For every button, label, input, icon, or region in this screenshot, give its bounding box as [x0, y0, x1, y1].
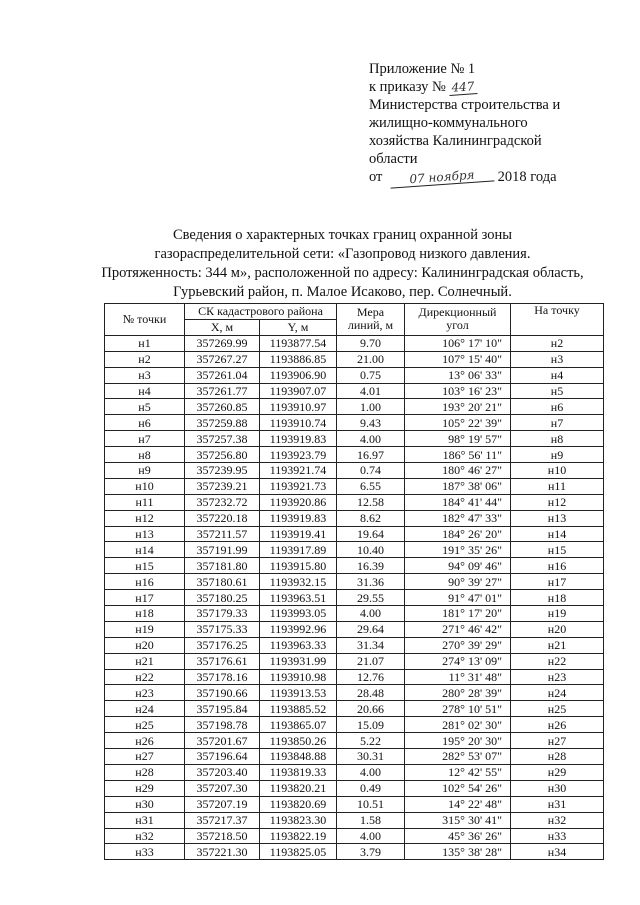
table-row [105, 844, 604, 860]
cell-point: н9 [105, 463, 185, 479]
cell-x: 357211.57 [185, 526, 260, 542]
cell-point: н17 [105, 590, 185, 606]
cell-measure: 20.66 [337, 701, 405, 717]
cell-y: 1193910.74 [260, 415, 337, 431]
cell-angle: 186° 56' 11" [405, 447, 511, 463]
cell-to-point: н7 [511, 415, 604, 431]
cell-measure: 21.00 [337, 351, 405, 367]
cell-point: н19 [105, 621, 185, 637]
table-row [105, 653, 604, 669]
title-line-4: Гурьевский район, п. Малое Исаково, пер. Солнечный. [173, 284, 512, 300]
cell-measure: 16.97 [337, 447, 405, 463]
cell-y: 1193820.69 [260, 796, 337, 812]
cell-point: н16 [105, 574, 185, 590]
cell-y: 1193963.51 [260, 590, 337, 606]
cell-y: 1193865.07 [260, 717, 337, 733]
cell-to-point: н24 [511, 685, 604, 701]
cell-y: 1193850.26 [260, 733, 337, 749]
cell-to-point: н3 [511, 351, 604, 367]
cell-to-point: н20 [511, 621, 604, 637]
cell-measure: 31.36 [337, 574, 405, 590]
cell-y: 1193919.83 [260, 431, 337, 447]
cell-x: 357232.72 [185, 494, 260, 510]
cell-x: 357201.67 [185, 733, 260, 749]
header-measure: Мера линий, м [337, 304, 405, 336]
cell-y: 1193993.05 [260, 606, 337, 622]
cell-measure: 16.39 [337, 558, 405, 574]
cell-angle: 14° 22' 48" [405, 796, 511, 812]
header-point: № точки [105, 304, 185, 336]
cell-measure: 4.00 [337, 431, 405, 447]
cell-measure: 4.00 [337, 606, 405, 622]
cell-measure: 1.00 [337, 399, 405, 415]
cell-x: 357198.78 [185, 717, 260, 733]
cell-x: 357181.80 [185, 558, 260, 574]
cell-point: н4 [105, 383, 185, 399]
cell-angle: 191° 35' 26" [405, 542, 511, 558]
coordinates-table [104, 303, 604, 860]
cell-x: 357218.50 [185, 828, 260, 844]
cell-angle: 12° 42' 55" [405, 764, 511, 780]
table-row [105, 463, 604, 479]
table-row [105, 828, 604, 844]
table-row [105, 367, 604, 383]
cell-to-point: н31 [511, 796, 604, 812]
cell-measure: 0.49 [337, 780, 405, 796]
cell-measure: 1.58 [337, 812, 405, 828]
cell-point: н8 [105, 447, 185, 463]
cell-y: 1193920.86 [260, 494, 337, 510]
title-line-1: Сведения о характерных точках границ охранной зоны [173, 227, 512, 243]
cell-measure: 4.01 [337, 383, 405, 399]
cell-measure: 9.70 [337, 335, 405, 351]
cell-angle: 90° 39' 27" [405, 574, 511, 590]
cell-point: н27 [105, 749, 185, 765]
cell-angle: 91° 47' 01" [405, 590, 511, 606]
cell-point: н23 [105, 685, 185, 701]
cell-x: 357221.30 [185, 844, 260, 860]
table-row [105, 478, 604, 494]
cell-point: н32 [105, 828, 185, 844]
cell-x: 357190.66 [185, 685, 260, 701]
cell-angle: 13° 06' 33" [405, 367, 511, 383]
cell-point: н33 [105, 844, 185, 860]
cell-angle: 278° 10' 51" [405, 701, 511, 717]
cell-point: н15 [105, 558, 185, 574]
cell-angle: 11° 31' 48" [405, 669, 511, 685]
cell-to-point: н9 [511, 447, 604, 463]
cell-y: 1193919.83 [260, 510, 337, 526]
cell-y: 1193886.85 [260, 351, 337, 367]
table-row [105, 574, 604, 590]
cell-to-point: н4 [511, 367, 604, 383]
cell-measure: 12.58 [337, 494, 405, 510]
cell-measure: 15.09 [337, 717, 405, 733]
cell-point: н22 [105, 669, 185, 685]
cell-y: 1193992.96 [260, 621, 337, 637]
cell-to-point: н2 [511, 335, 604, 351]
cell-angle: 315° 30' 41" [405, 812, 511, 828]
ministry-line-2: жилищно-коммунального [369, 115, 528, 131]
cell-to-point: н25 [511, 701, 604, 717]
order-number-handwritten: 447 [449, 79, 478, 96]
cell-y: 1193923.79 [260, 447, 337, 463]
cell-x: 357239.95 [185, 463, 260, 479]
table-row [105, 558, 604, 574]
cell-y: 1193822.19 [260, 828, 337, 844]
cell-point: н21 [105, 653, 185, 669]
cell-y: 1193907.07 [260, 383, 337, 399]
cell-measure: 28.48 [337, 685, 405, 701]
table-row [105, 733, 604, 749]
cell-measure: 29.64 [337, 621, 405, 637]
date-line [369, 168, 609, 186]
cell-point: н13 [105, 526, 185, 542]
cell-x: 357191.99 [185, 542, 260, 558]
date-handwritten: 07 ноября [390, 166, 495, 188]
cell-x: 357207.19 [185, 796, 260, 812]
cell-angle: 271° 46' 42" [405, 621, 511, 637]
cell-x: 357175.33 [185, 621, 260, 637]
table-row [105, 796, 604, 812]
cell-measure: 10.51 [337, 796, 405, 812]
cell-to-point: н13 [511, 510, 604, 526]
cell-to-point: н21 [511, 637, 604, 653]
cell-angle: 102° 54' 26" [405, 780, 511, 796]
date-suffix: 2018 года [497, 169, 557, 185]
cell-angle: 94° 09' 46" [405, 558, 511, 574]
cell-point: н20 [105, 637, 185, 653]
table-row [105, 701, 604, 717]
cell-point: н25 [105, 717, 185, 733]
cell-to-point: н12 [511, 494, 604, 510]
cell-x: 357259.88 [185, 415, 260, 431]
cell-measure: 10.40 [337, 542, 405, 558]
cell-angle: 274° 13' 09" [405, 653, 511, 669]
header-sk: СК кадастрового района [185, 304, 337, 320]
cell-y: 1193820.21 [260, 780, 337, 796]
title-line-3: Протяженность: 344 м», расположенной по адресу: Калининградская область, [101, 265, 584, 281]
cell-point: н31 [105, 812, 185, 828]
table-row [105, 637, 604, 653]
table-row [105, 542, 604, 558]
cell-angle: 107° 15' 40" [405, 351, 511, 367]
cell-point: н5 [105, 399, 185, 415]
cell-angle: 106° 17' 10" [405, 335, 511, 351]
cell-measure: 0.75 [337, 367, 405, 383]
cell-angle: 184° 41' 44" [405, 494, 511, 510]
cell-measure: 9.43 [337, 415, 405, 431]
cell-y: 1193931.99 [260, 653, 337, 669]
cell-x: 357196.64 [185, 749, 260, 765]
cell-to-point: н27 [511, 733, 604, 749]
cell-x: 357207.30 [185, 780, 260, 796]
cell-x: 357195.84 [185, 701, 260, 717]
cell-x: 357217.37 [185, 812, 260, 828]
ministry-line-1: Министерства строительства и [369, 97, 561, 113]
cell-to-point: н33 [511, 828, 604, 844]
order-line [369, 78, 609, 96]
cell-x: 357256.80 [185, 447, 260, 463]
cell-point: н18 [105, 606, 185, 622]
cell-point: н26 [105, 733, 185, 749]
cell-measure: 0.74 [337, 463, 405, 479]
table-row [105, 749, 604, 765]
cell-to-point: н22 [511, 653, 604, 669]
cell-y: 1193963.33 [260, 637, 337, 653]
cell-angle: 182° 47' 33" [405, 510, 511, 526]
cell-measure: 19.64 [337, 526, 405, 542]
table-row [105, 431, 604, 447]
cell-x: 357261.04 [185, 367, 260, 383]
cell-measure: 4.00 [337, 764, 405, 780]
cell-y: 1193819.33 [260, 764, 337, 780]
cell-angle: 193° 20' 21" [405, 399, 511, 415]
cell-measure: 12.76 [337, 669, 405, 685]
cell-y: 1193917.89 [260, 542, 337, 558]
cell-point: н14 [105, 542, 185, 558]
cell-point: н11 [105, 494, 185, 510]
cell-point: н6 [105, 415, 185, 431]
header-to-point: На точку [511, 304, 604, 336]
cell-to-point: н23 [511, 669, 604, 685]
table-row [105, 812, 604, 828]
cell-y: 1193910.97 [260, 399, 337, 415]
cell-measure: 5.22 [337, 733, 405, 749]
cell-to-point: н26 [511, 717, 604, 733]
cell-point: н24 [105, 701, 185, 717]
table-row [105, 335, 604, 351]
cell-measure: 30.31 [337, 749, 405, 765]
cell-point: н3 [105, 367, 185, 383]
table-row [105, 685, 604, 701]
cell-y: 1193885.52 [260, 701, 337, 717]
cell-y: 1193921.74 [260, 463, 337, 479]
table-row [105, 590, 604, 606]
cell-angle: 281° 02' 30" [405, 717, 511, 733]
cell-to-point: н32 [511, 812, 604, 828]
cell-to-point: н18 [511, 590, 604, 606]
table-row [105, 526, 604, 542]
cell-angle: 270° 39' 29" [405, 637, 511, 653]
cell-to-point: н11 [511, 478, 604, 494]
cell-y: 1193910.98 [260, 669, 337, 685]
cell-to-point: н19 [511, 606, 604, 622]
table-row [105, 621, 604, 637]
cell-measure: 31.34 [337, 637, 405, 653]
cell-to-point: н34 [511, 844, 604, 860]
ministry-line-3: хозяйства Калининградской [369, 133, 542, 149]
cell-point: н12 [105, 510, 185, 526]
cell-measure: 6.55 [337, 478, 405, 494]
cell-x: 357180.25 [185, 590, 260, 606]
table-row [105, 669, 604, 685]
cell-to-point: н28 [511, 749, 604, 765]
header-angle: Дирекционный угол [405, 304, 511, 336]
table-row [105, 764, 604, 780]
cell-angle: 103° 16' 23" [405, 383, 511, 399]
title-line-2: газораспределительной сети: «Газопровод низкого давления. [154, 246, 531, 262]
cell-angle: 135° 38' 28" [405, 844, 511, 860]
cell-x: 357269.99 [185, 335, 260, 351]
cell-y: 1193915.80 [260, 558, 337, 574]
cell-to-point: н6 [511, 399, 604, 415]
cell-point: н29 [105, 780, 185, 796]
cell-y: 1193906.90 [260, 367, 337, 383]
cell-measure: 29.55 [337, 590, 405, 606]
table-row [105, 351, 604, 367]
appendix-label: Приложение № 1 [369, 61, 476, 77]
cell-to-point: н8 [511, 431, 604, 447]
cell-point: н7 [105, 431, 185, 447]
header-y: Y, м [260, 320, 337, 336]
table-row [105, 447, 604, 463]
cell-x: 357180.61 [185, 574, 260, 590]
table-row [105, 399, 604, 415]
cell-x: 357176.25 [185, 637, 260, 653]
cell-to-point: н30 [511, 780, 604, 796]
cell-angle: 195° 20' 30" [405, 733, 511, 749]
cell-y: 1193877.54 [260, 335, 337, 351]
cell-measure: 4.00 [337, 828, 405, 844]
cell-point: н1 [105, 335, 185, 351]
cell-point: н10 [105, 478, 185, 494]
cell-angle: 187° 38' 06" [405, 478, 511, 494]
cell-y: 1193919.41 [260, 526, 337, 542]
cell-y: 1193848.88 [260, 749, 337, 765]
cell-to-point: н14 [511, 526, 604, 542]
table-row [105, 606, 604, 622]
cell-angle: 45° 36' 26" [405, 828, 511, 844]
cell-measure: 8.62 [337, 510, 405, 526]
cell-x: 357257.38 [185, 431, 260, 447]
approval-header [369, 60, 609, 186]
cell-x: 357239.21 [185, 478, 260, 494]
cell-x: 357260.85 [185, 399, 260, 415]
cell-x: 357176.61 [185, 653, 260, 669]
cell-y: 1193932.15 [260, 574, 337, 590]
cell-x: 357220.18 [185, 510, 260, 526]
cell-point: н2 [105, 351, 185, 367]
date-prefix: от [369, 169, 383, 185]
cell-to-point: н17 [511, 574, 604, 590]
table-row [105, 510, 604, 526]
cell-to-point: н5 [511, 383, 604, 399]
cell-x: 357179.33 [185, 606, 260, 622]
cell-angle: 180° 46' 27" [405, 463, 511, 479]
cell-angle: 181° 17' 20" [405, 606, 511, 622]
table-row [105, 717, 604, 733]
cell-point: н28 [105, 764, 185, 780]
cell-x: 357203.40 [185, 764, 260, 780]
cell-to-point: н29 [511, 764, 604, 780]
cell-angle: 98° 19' 57" [405, 431, 511, 447]
cell-x: 357267.27 [185, 351, 260, 367]
ministry-line-4: области [369, 151, 418, 167]
cell-angle: 184° 26' 20" [405, 526, 511, 542]
cell-angle: 280° 28' 39" [405, 685, 511, 701]
cell-to-point: н15 [511, 542, 604, 558]
header-x: X, м [185, 320, 260, 336]
order-prefix: к приказу № [369, 79, 446, 95]
cell-y: 1193823.30 [260, 812, 337, 828]
cell-measure: 21.07 [337, 653, 405, 669]
cell-y: 1193913.53 [260, 685, 337, 701]
table-row [105, 494, 604, 510]
table-row [105, 780, 604, 796]
cell-x: 357178.16 [185, 669, 260, 685]
cell-angle: 105° 22' 39" [405, 415, 511, 431]
cell-angle: 282° 53' 07" [405, 749, 511, 765]
cell-measure: 3.79 [337, 844, 405, 860]
cell-to-point: н10 [511, 463, 604, 479]
cell-to-point: н16 [511, 558, 604, 574]
cell-y: 1193921.73 [260, 478, 337, 494]
document-title [60, 226, 625, 302]
table-row [105, 415, 604, 431]
cell-point: н30 [105, 796, 185, 812]
cell-x: 357261.77 [185, 383, 260, 399]
cell-y: 1193825.05 [260, 844, 337, 860]
table-row [105, 383, 604, 399]
